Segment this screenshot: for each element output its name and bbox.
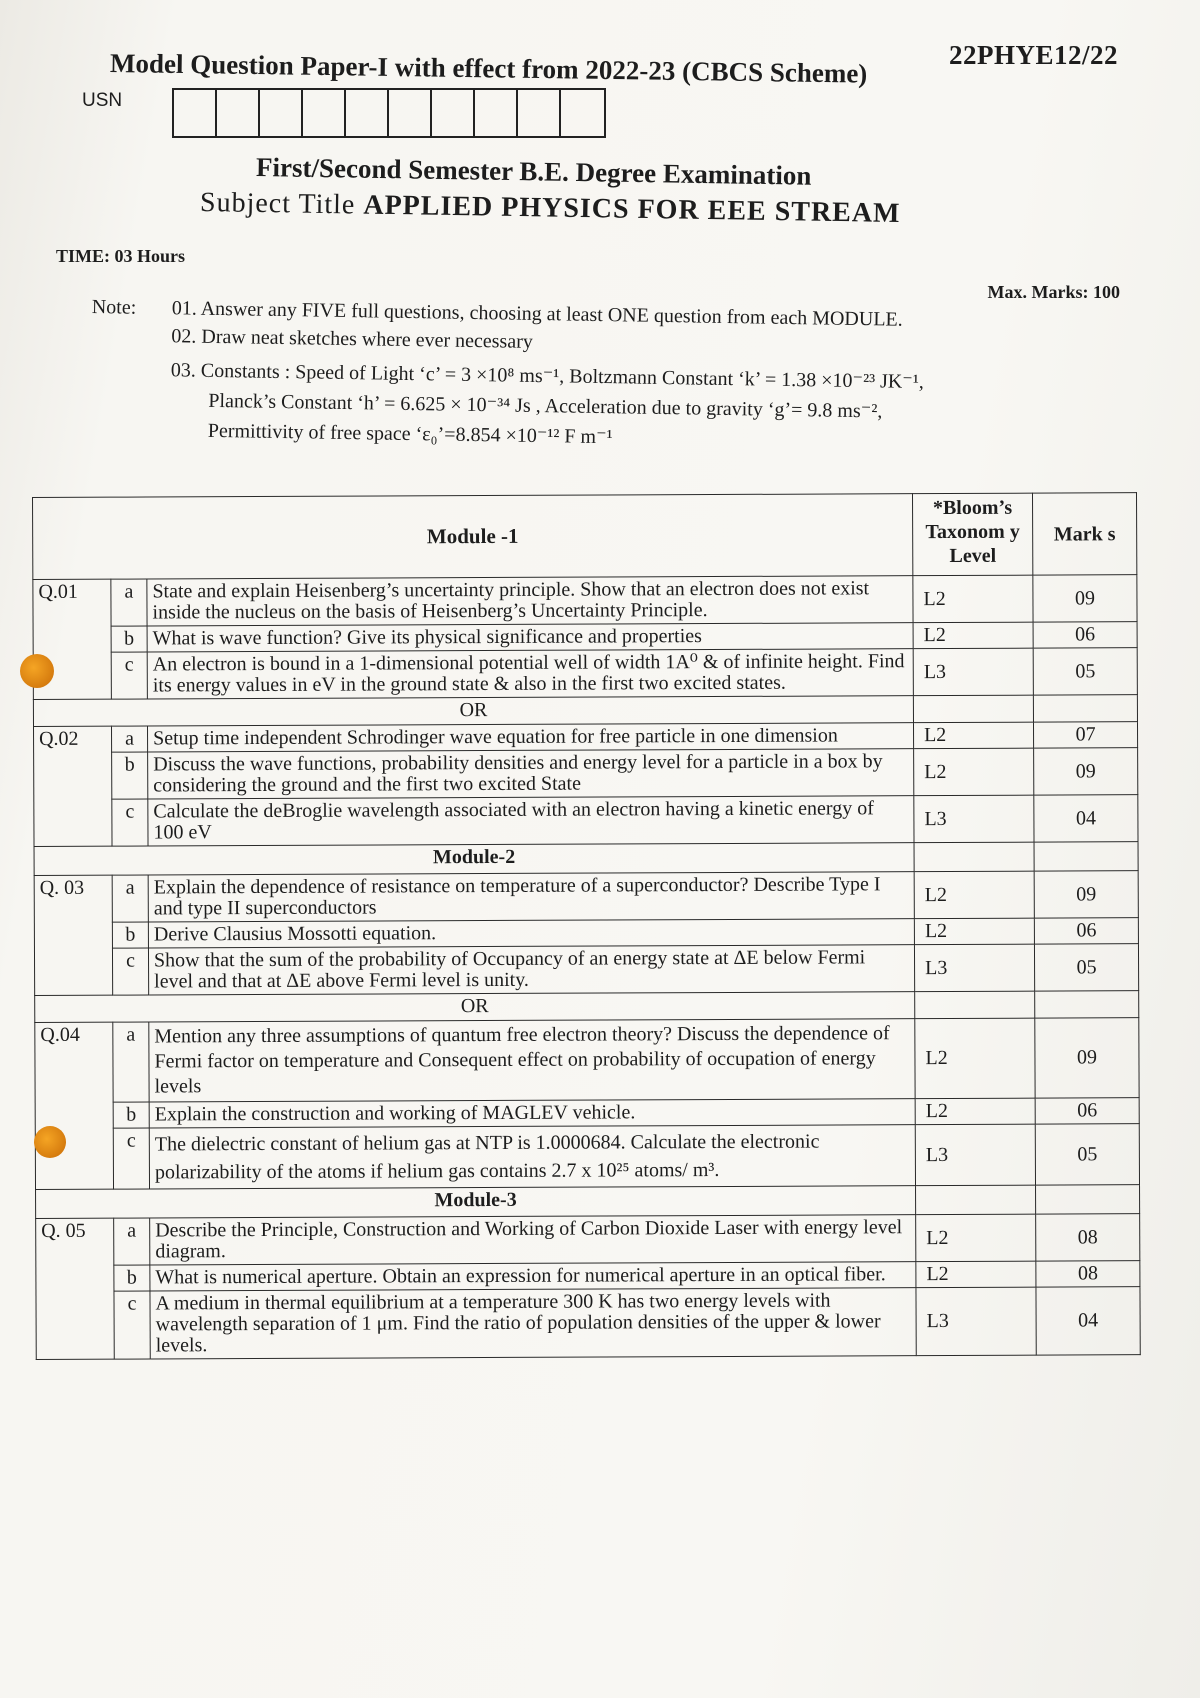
bloom-level: L2 [914, 871, 1034, 919]
question-table [32, 492, 1141, 1360]
question-text: Describe the Principle, Construction and Working of Carbon Dioxide Laser with energy level diagram. [150, 1215, 916, 1265]
marks-value: 05 [1035, 1124, 1139, 1185]
subject-prefix: Subject Title [199, 187, 356, 221]
bloom-level: L3 [916, 1287, 1036, 1356]
table-row [35, 1018, 1139, 1103]
part-label: c [111, 652, 147, 699]
note-label: Note: [91, 296, 137, 319]
marks-header: Mark s [1033, 493, 1137, 575]
module-heading: Module -1 [33, 494, 913, 580]
subject-name: APPLIED PHYSICS FOR EEE STREAM [363, 189, 901, 230]
module-heading: Module-2 [34, 843, 914, 876]
part-label: c [112, 948, 148, 995]
question-number: Q. 05 [36, 1218, 115, 1359]
usn-box [346, 90, 389, 136]
part-label: a [114, 1218, 150, 1265]
bloom-level: L2 [916, 1214, 1036, 1262]
question-text: Mention any three assumptions of quantum free electron theory? Discuss the dependence of Fermi factor on temperature and Consequent effect on probability of occupation of energy levels [149, 1019, 915, 1102]
marks-value: 08 [1036, 1214, 1140, 1261]
question-text: Explain the construction and working of MAGLEV vehicle. [149, 1099, 915, 1128]
table-row [36, 1287, 1140, 1360]
part-label: a [112, 875, 148, 922]
question-text: What is wave function? Give its physical significance and properties [147, 623, 913, 652]
marks-value: 04 [1036, 1287, 1140, 1355]
question-text: Derive Clausius Mossotti equation. [148, 919, 914, 948]
note-line: 03. Constants : Speed of Light ‘c’ = 3 ×10⁸ ms⁻¹, Boltzmann Constant ‘k’ = 1.38 ×10⁻²³ JK⁻¹, [170, 359, 924, 394]
exam-time: TIME: 03 Hours [56, 246, 186, 266]
table-row [34, 748, 1138, 800]
binder-hole-mark [34, 1126, 66, 1158]
marks-value: 06 [1033, 622, 1137, 648]
marks-value: 09 [1033, 575, 1137, 622]
notes [91, 296, 1112, 449]
usn-label: USN [82, 90, 123, 111]
bloom-level: L3 [914, 944, 1034, 992]
part-label: c [112, 799, 148, 846]
table-row [34, 944, 1138, 996]
bloom-level: L3 [914, 795, 1034, 843]
note-line: Planck’s Constant ‘h’ = 6.625 × 10⁻³⁴ Js , Acceleration due to gravity ‘g’= 9.8 ms⁻², [208, 389, 883, 423]
bloom-level: L2 [915, 1018, 1035, 1099]
bloom-level: L3 [913, 648, 1033, 696]
marks-value: 09 [1035, 1018, 1139, 1098]
usn-box [432, 90, 475, 136]
usn-box [389, 90, 432, 136]
table-row [33, 648, 1137, 700]
usn-box [174, 90, 217, 136]
bloom-level: L2 [914, 722, 1034, 749]
part-label: b [111, 626, 147, 652]
part-label: c [113, 1128, 149, 1189]
usn-box [561, 90, 604, 136]
usn-box [217, 90, 260, 136]
bloom-level: L3 [915, 1124, 1035, 1186]
part-label: b [112, 922, 148, 948]
bloom-level: L2 [913, 622, 1033, 649]
table-header [33, 493, 1137, 580]
part-label: b [114, 1265, 150, 1291]
table-row [35, 1124, 1139, 1190]
table-row [34, 871, 1138, 923]
usn-boxes [172, 88, 606, 138]
note-line: 02. Draw neat sketches where ever necessary [171, 325, 534, 353]
note-line: 01. Answer any FIVE full questions, choosing at least ONE question from each MODULE. [171, 297, 903, 331]
marks-value: 08 [1036, 1261, 1140, 1287]
question-number: Q.02 [34, 726, 113, 846]
marks-value: 07 [1034, 722, 1138, 748]
question-text: The dielectric constant of helium gas at NTP is 1.0000684. Calculate the electronic polarizability of the atoms if helium gas contains 2.7 x 10²⁵ atoms/ m³. [149, 1125, 915, 1189]
question-text: Show that the sum of the probability of Occupancy of an energy state at ΔE below Fermi level and that at ΔE above Fermi level is unity. [148, 945, 914, 995]
table-row [34, 795, 1138, 847]
question-text: Discuss the wave functions, probability densities and energy level for a particle in a box by considering the ground and the first two excited State [148, 749, 914, 799]
usn-box [260, 90, 303, 136]
part-label: b [112, 752, 148, 799]
usn-box [518, 90, 561, 136]
bloom-level: L2 [914, 748, 1034, 796]
question-number: Q.04 [35, 1022, 114, 1189]
bloom-level: L2 [916, 1261, 1036, 1288]
question-text: Explain the dependence of resistance on temperature of a superconductor? Describe Type I and type II superconductors [148, 872, 914, 922]
or-separator: OR [33, 696, 913, 727]
subject-title [200, 187, 901, 230]
or-separator: OR [35, 992, 915, 1023]
marks-value: 05 [1033, 648, 1137, 695]
question-text: Setup time independent Schrodinger wave equation for free particle in one dimension [148, 723, 914, 752]
paper-title: Model Question Paper-I with effect from 2022-23 (CBCS Scheme) [109, 48, 868, 89]
question-number: Q. 03 [34, 875, 113, 995]
exam-title: First/Second Semester B.E. Degree Examination [255, 152, 812, 191]
marks-value: 06 [1034, 918, 1138, 944]
question-number: Q.01 [33, 579, 112, 699]
table-row [33, 575, 1137, 627]
bloom-level: L2 [913, 575, 1033, 623]
paper-code: 22PHYE12/22 [948, 40, 1118, 70]
binder-hole-mark [20, 654, 54, 688]
max-marks: Max. Marks: 100 [987, 282, 1120, 302]
note-line: Permittivity of free space ‘ε₀’=8.854 ×10⁻¹² F m⁻¹ [207, 419, 613, 449]
question-text: An electron is bound in a 1-dimensional potential well of width 1A⁰ & of infinite height. Find its energy values in eV in the ground state & also in the first two excited states. [147, 649, 913, 699]
bloom-level: L2 [915, 1098, 1035, 1125]
question-text: State and explain Heisenberg’s uncertainty principle. Show that an electron does not exist inside the nucleus on the basis of Heisenberg’s Uncertainty Principle. [147, 576, 913, 626]
part-label: c [114, 1291, 150, 1359]
part-label: b [113, 1102, 149, 1128]
marks-value: 09 [1034, 748, 1138, 795]
usn-box [303, 90, 346, 136]
usn-box [475, 90, 518, 136]
question-text: What is numerical aperture. Obtain an expression for numerical aperture in an optical fiber. [150, 1262, 916, 1291]
bloom-header: *Bloom’s Taxonom y Level [913, 493, 1033, 576]
marks-value: 09 [1034, 871, 1138, 918]
part-label: a [113, 1022, 149, 1102]
part-label: a [112, 726, 148, 752]
marks-value: 04 [1034, 795, 1138, 842]
marks-value: 06 [1035, 1098, 1139, 1124]
question-text: A medium in thermal equilibrium at a temperature 300 K has two energy levels with wavelength separation of 1 μm. Find the ratio of population densities of the upper & lower levels. [150, 1288, 916, 1359]
bloom-level: L2 [914, 918, 1034, 945]
marks-value: 05 [1034, 944, 1138, 991]
part-label: a [111, 579, 147, 626]
module-heading: Module-3 [36, 1186, 916, 1219]
question-text: Calculate the deBroglie wavelength associated with an electron having a kinetic energy of 100 eV [148, 796, 914, 846]
table-row [36, 1214, 1140, 1266]
